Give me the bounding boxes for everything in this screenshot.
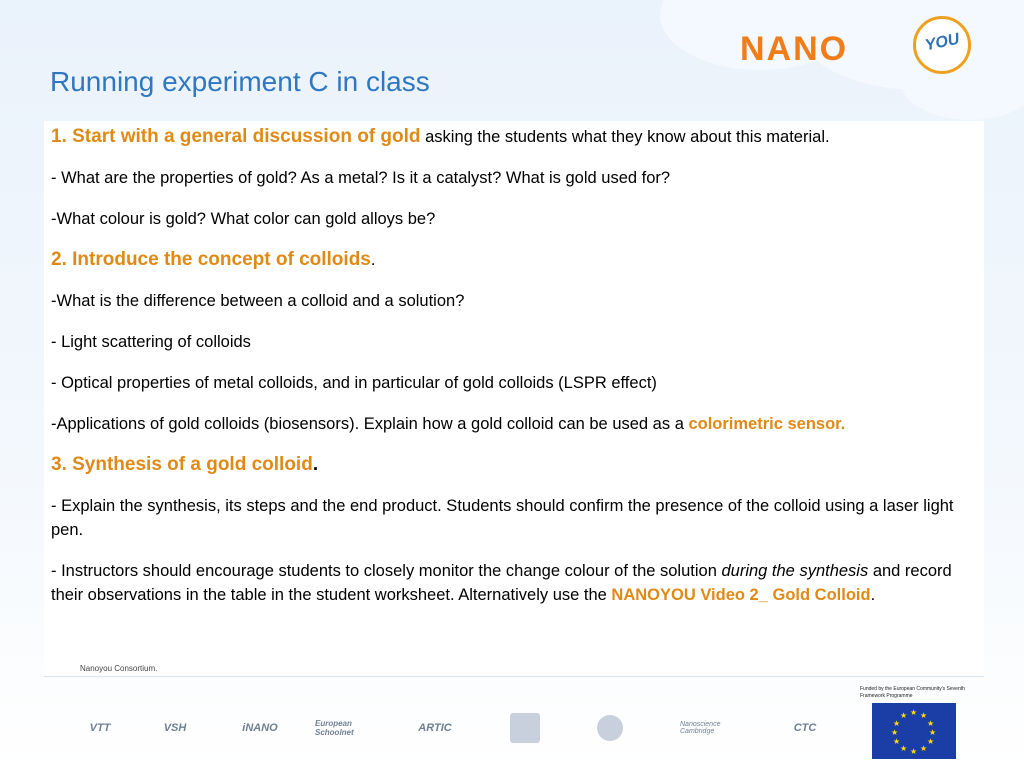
star-icon: ★ [929,728,937,737]
partner-logo-european-schoolnet: European Schoolnet [315,718,354,737]
star-icon: ★ [893,737,901,746]
star-icon: ★ [900,744,908,753]
star-icon: ★ [920,744,928,753]
paragraph-6: - Light scattering of colloids [51,333,251,351]
paragraph-3: -What colour is gold? What color can gold alloys be? [51,210,436,228]
paragraph-2: - What are the properties of gold? As a metal? Is it a catalyst? What is gold used for? [51,169,671,187]
star-icon: ★ [910,708,918,717]
applications-text: -Applications of gold colloids (biosensors). Explain how a gold colloid can be used as a [51,415,689,433]
logo-you-text: YOU [923,30,961,55]
partner-logo-7 [590,705,630,750]
step-2-period: . [370,251,376,269]
footer-divider [44,676,984,677]
star-icon: ★ [927,737,935,746]
paragraph-5: -What is the difference between a colloid and a solution? [51,292,465,310]
star-icon: ★ [920,711,928,720]
paragraph-9 [51,453,980,477]
paragraph-7: - Optical properties of metal colloids, and in particular of gold colloids (LSPR effect) [51,374,657,392]
eu-flag-icon [872,703,956,759]
page-title: Running experiment C in class [50,66,430,97]
colorimetric-sensor-highlight: colorimetric sensor. [688,415,846,433]
video-link[interactable]: NANOYOU Video 2_ Gold Colloid [611,586,871,604]
step-3-heading: 3. Synthesis of a gold colloid [51,454,313,475]
star-icon: ★ [910,747,918,756]
logo-text: NANO [740,30,849,68]
partner-logo-cambridge: Nanoscience Cambridge [680,720,721,735]
star-icon: ★ [927,719,935,728]
final-period: . [870,586,876,604]
funding-note: Funded by the European Community's Seventh Framework Programme [860,686,965,699]
record-text: and record their observations in the table in the student worksheet. Alternatively use the [51,562,952,604]
partner-logo-6 [505,705,545,750]
partner-logo-ctc: CTC [793,721,817,734]
content-box [44,121,984,676]
star-icon: ★ [893,719,901,728]
step-3-period: . [312,454,319,475]
instructors-text: - Instructors should encourage students to closely monitor the change colour of the solution [51,562,722,580]
during-synthesis-emphasis: during the synthesis [721,562,869,580]
partner-logo-artic: ARTIC [418,721,452,734]
paragraph-10: - Explain the synthesis, its steps and the end product. Students should confirm the presence of the colloid using a laser light pen. [51,497,954,539]
paragraph-4 [51,248,980,272]
partner-logos [60,705,850,760]
step-1-text: asking the students what they know about this material. [420,128,830,146]
star-icon: ★ [891,728,899,737]
partner-logo-vsh: VSH [163,721,187,734]
step-2-heading: 2. Introduce the concept of colloids [51,249,371,270]
paragraph-1 [51,125,980,149]
star-icon: ★ [900,711,908,720]
partner-logo-vtt: VTT [89,721,111,734]
step-1-heading: 1. Start with a general discussion of gold [51,126,421,147]
partner-logo-inano: iNANO [242,721,278,734]
paragraph-8 [51,412,980,436]
nanoyou-logo [735,12,985,82]
consortium-label: Nanoyou Consortium. [80,664,158,673]
paragraph-11 [51,559,980,607]
